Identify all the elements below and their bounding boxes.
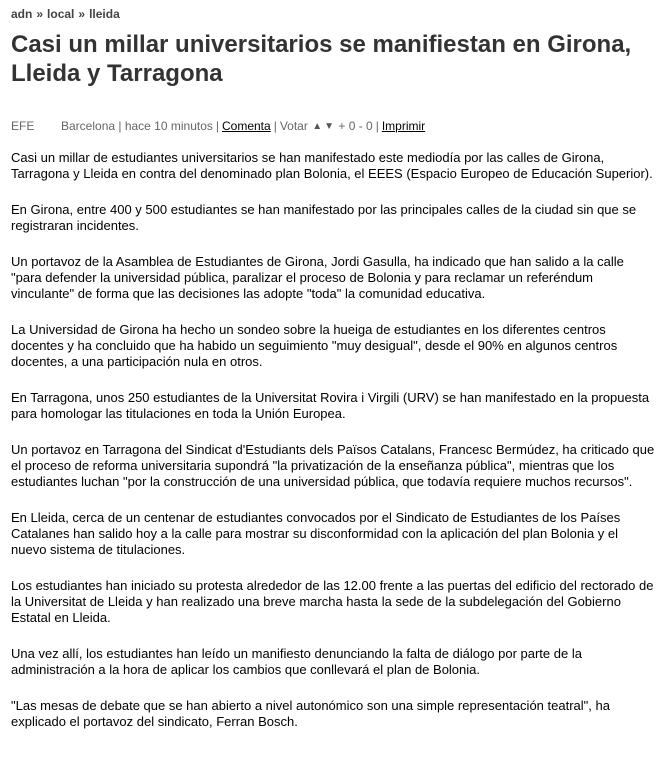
thumb-up-icon[interactable]: ▲ [312,121,323,132]
breadcrumb-separator: » [78,7,86,21]
article-paragraph: Un portavoz en Tarragona del Sindicat d'Estudiants dels Països Catalans, Francesc Bermúdez, ha criticado que el proceso de reforma universitaria supondrá "la privatización de la enseñanza pública", mientras que los estudiantes luchan "por la construcción de una universidad pública, que todavía requiere muchos recursos". [11,442,655,489]
breadcrumb [11,7,120,21]
article-paragraph: Casi un millar de estudiantes universitarios se han manifestado este mediodía por las calles de Girona, Tarragona y Lleida en contra del denominado plan Bolonia, el EEES (Espacio Europeo de Educación Superior). [11,150,653,181]
article-paragraph: "Las mesas de debate que se han abierto a nivel autonómico son una simple representación teatral", ha explicado el portavoz del sindicato, Ferran Bosch. [11,698,610,729]
print-link[interactable]: Imprimir [381,119,426,133]
article-source: EFE [11,119,35,133]
article-paragraph: En Girona, entre 400 y 500 estudiantes se han manifestado por las principales calles de la ciudad sin que se registraran incidentes. [11,202,637,233]
article-paragraph: Los estudiantes han iniciado su protesta alrededor de las 12.00 frente a las puertas del edificio del rectorado de la Universitat de Lleida y han realizado una breve marcha hasta la sede de la subdelegación del Gobierno Estatal en Lleida. [11,578,654,625]
breadcrumb-item-adn[interactable]: adn [11,7,33,21]
breadcrumb-item-lleida[interactable]: lleida [89,7,120,21]
meta-divider: | [215,119,219,133]
article-paragraph: Una vez allí, los estudiantes han leído un manifiesto denunciando la falta de diálogo por parte de la administración a la hora de aplicar los cambios que conllevará el plan de Bolonia. [11,646,582,677]
article-paragraph: En Tarragona, unos 250 estudiantes de la Universitat Rovira i Virgili (URV) se han manifestado en la propuesta para homologar las titulaciones en toda la Unión Europea. [11,390,650,421]
article-location-time: Barcelona | hace 10 minutos [61,119,213,133]
vote-score: + 0 - 0 [338,119,373,133]
meta-divider: | [375,119,379,133]
breadcrumb-item-local[interactable]: local [47,7,75,21]
article-paragraph: Un portavoz de la Asamblea de Estudiantes de Girona, Jordi Gasulla, ha indicado que han salido a la calle "para defender la universidad pública, paralizar el proceso de Bolonia y para reclamar un referéndum vinculante" de forma que las decisiones las adopte "toda" la comunidad educativa. [11,254,624,301]
article-paragraph: La Universidad de Girona ha hecho un sondeo sobre la hueiga de estudiantes en los diferentes centros docentes y ha concluido que ha habido un seguimiento "muy desigual", desde el 90% en algunos centros docentes, a una participación nula en otros. [11,322,618,369]
thumb-down-icon[interactable]: ▼ [324,121,335,132]
meta-divider: | [273,119,277,133]
article-body [11,150,656,750]
vote-label: Votar [279,119,308,133]
article-meta [11,119,656,133]
breadcrumb-separator: » [36,7,44,21]
article-title: Casi un millar universitarios se manifiestan en Girona, Lleida y Tarragona [11,31,632,87]
article-paragraph: En Lleida, cerca de un centenar de estudiantes convocados por el Sindicato de Estudiantes de los Países Catalanes han salido hoy a la calle para mostrar su disconformidad con la aplicación del plan Bolonia y el nuevo sistema de titulaciones. [11,510,621,557]
comment-link[interactable]: Comenta [222,119,271,133]
